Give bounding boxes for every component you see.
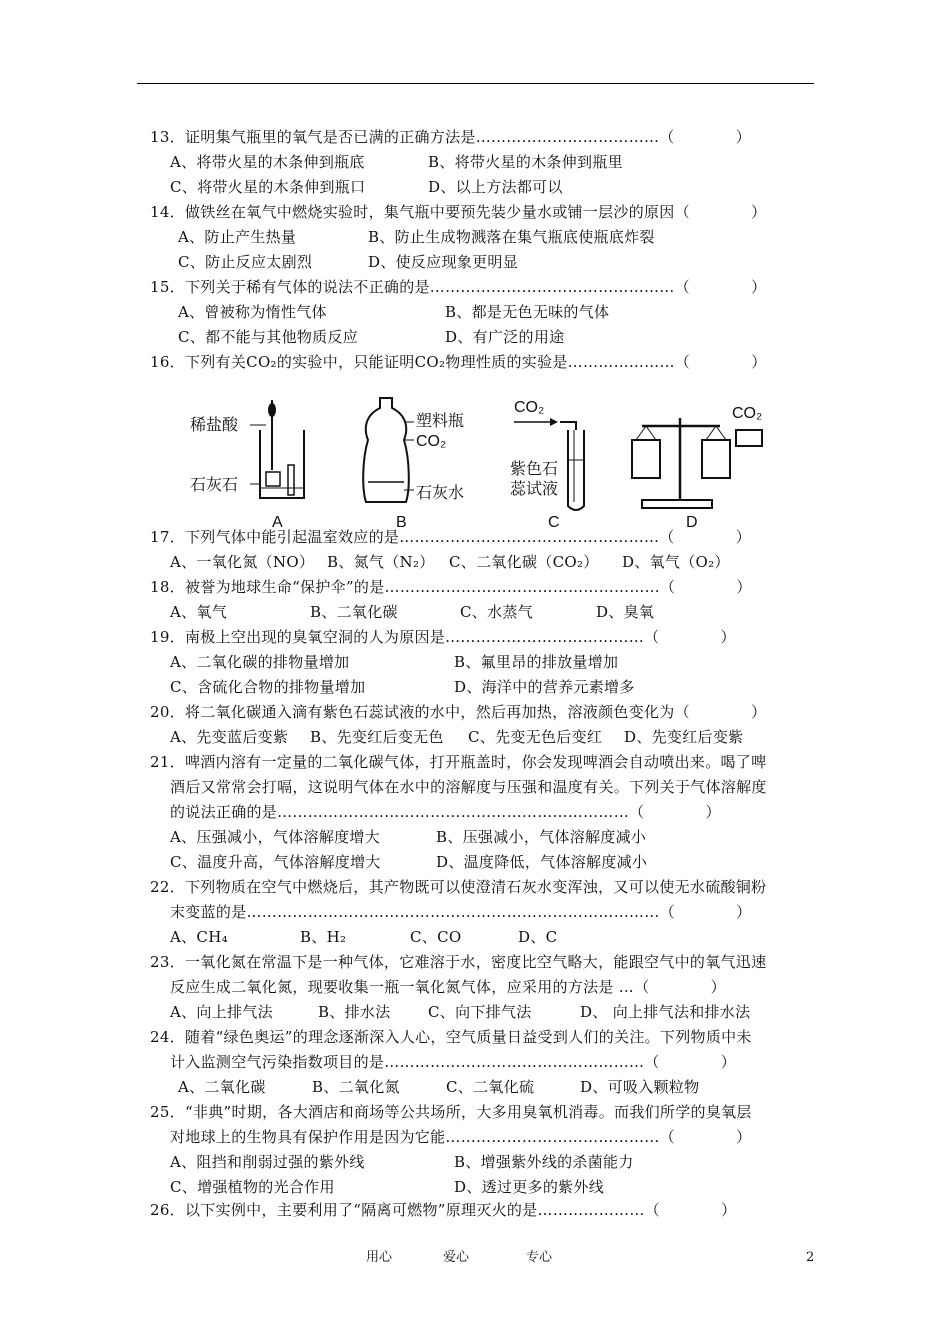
co2-experiments-figure xyxy=(180,390,780,530)
label-litmus-1: 紫色石 xyxy=(510,461,559,478)
option-d: D、 向上排气法和排水法 xyxy=(580,1003,751,1021)
footer-right: 专心 xyxy=(526,1250,553,1265)
option-d: D、先变红后变紫 xyxy=(624,728,744,746)
question-20-stem: 20．将二氧化碳通入滴有紫色石蕊试液的水中，然后再加热，溶液颜色变化为（ ） xyxy=(150,703,767,721)
question-21-stem-cont-2: 的说法正确的是……………………………………………………………（ ） xyxy=(170,803,721,821)
question-15-stem: 15．下列关于稀有气体的说法不正确的是…………………………………………（ ） xyxy=(150,278,767,296)
option-c: C、将带火星的木条伸到瓶口 xyxy=(170,178,366,196)
question-24-stem-cont-1: 计入监测空气污染指数项目的是……………………………………………（ ） xyxy=(170,1053,737,1071)
option-b: B、氟里昂的排放量增加 xyxy=(454,653,619,671)
label-a: A xyxy=(272,514,283,530)
question-23-stem-cont-1: 反应生成二氧化氮，现要收集一瓶一氧化氮气体，应采用的方法是 …（ ） xyxy=(170,978,726,996)
option-a: A、将带火星的木条伸到瓶底 xyxy=(170,153,365,171)
label-litmus-2: 蕊试液 xyxy=(510,481,559,498)
option-d: D、海洋中的营养元素增多 xyxy=(454,678,635,696)
option-a: A、曾被称为惰性气体 xyxy=(178,303,327,321)
option-b: B、H₂ xyxy=(300,928,347,946)
experiment-d-diagram xyxy=(632,405,762,530)
option-c: C、温度升高，气体溶解度增大 xyxy=(170,853,381,871)
question-17-stem: 17．下列气体中能引起温室效应的是……………………………………………（ ） xyxy=(150,528,752,546)
question-14-stem: 14．做铁丝在氧气中燃烧实验时，集气瓶中要预先装少量水或铺一层沙的原因（ ） xyxy=(150,203,767,221)
option-a: A、先变蓝后变紫 xyxy=(170,728,289,746)
question-21-stem: 21．啤酒内溶有一定量的二氧化碳气体，打开瓶盖时，你会发现啤酒会自动喷出来。喝了啤 xyxy=(150,753,767,771)
option-b: B、二氧化碳 xyxy=(310,603,398,621)
label-c-co2: CO₂ xyxy=(514,399,545,416)
option-c: C、水蒸气 xyxy=(460,603,533,621)
option-d: D、臭氧 xyxy=(596,603,655,621)
experiment-b-diagram xyxy=(363,398,464,530)
question-23-stem: 23．一氧化氮在常温下是一种气体，它难溶于水，密度比空气略大，能跟空气中的氧气迅速 xyxy=(150,953,767,971)
question-25-stem: 25．“非典”时期，各大酒店和商场等公共场所，大多用臭氧机消毒。而我们所学的臭氧层 xyxy=(150,1103,752,1121)
question-21-stem-cont-1: 酒后又常常会打嗝，这说明气体在水中的溶解度与压强和温度有关。下列关于气体溶解度 xyxy=(170,778,767,796)
option-b: B、增强紫外线的杀菌能力 xyxy=(454,1153,634,1171)
question-13-stem: 13．证明集气瓶里的氧气是否已满的正确方法是………………………………（ ） xyxy=(150,128,752,146)
option-a: A、二氧化碳 xyxy=(178,1078,266,1096)
question-22-stem: 22．下列物质在空气中燃烧后，其产物既可以使澄清石灰水变浑浊，又可以使无水硫酸铜粉 xyxy=(150,878,767,896)
option-b: B、防止生成物溅落在集气瓶底使瓶底炸裂 xyxy=(368,228,655,246)
option-d: D、使反应现象更明显 xyxy=(368,253,519,271)
option-a: A、向上排气法 xyxy=(170,1003,273,1021)
experiment-c-diagram xyxy=(510,399,584,530)
option-c: C、含硫化合物的排物量增加 xyxy=(170,678,366,696)
option-b: B、都是无色无味的气体 xyxy=(445,303,610,321)
option-d: D、透过更多的紫外线 xyxy=(454,1178,605,1196)
experiment-a-diagram xyxy=(190,400,304,530)
label-d-co2: CO₂ xyxy=(732,405,763,422)
question-18-stem: 18．被誉为地球生命“保护伞”的是………………………………………………（ ） xyxy=(150,578,752,596)
option-a: A、防止产生热量 xyxy=(178,228,297,246)
option-b: B、将带火星的木条伸到瓶里 xyxy=(428,153,623,171)
option-a: A、压强减小，气体溶解度增大 xyxy=(170,828,381,846)
label-d: D xyxy=(686,514,698,530)
option-d: D、可吸入颗粒物 xyxy=(580,1078,700,1096)
option-d: D、氧气（O₂） xyxy=(622,553,730,571)
option-c: C、都不能与其他物质反应 xyxy=(178,328,359,346)
question-26-stem: 26．以下实例中，主要利用了“隔离可燃物”原理灭火的是…………………（ ） xyxy=(150,1201,737,1219)
option-d: D、温度降低，气体溶解度减小 xyxy=(436,853,648,871)
option-c: C、二氧化硫 xyxy=(446,1078,535,1096)
option-a: A、氧气 xyxy=(170,603,228,621)
label-plastic-bottle: 塑料瓶 xyxy=(416,413,465,430)
option-b: B、排水法 xyxy=(318,1003,391,1021)
label-limestone: 石灰石 xyxy=(190,477,239,494)
option-b: B、氮气（N₂） xyxy=(327,553,435,571)
label-b-co2: CO₂ xyxy=(416,433,447,450)
page-number: 2 xyxy=(806,1250,815,1265)
option-c: C、向下排气法 xyxy=(428,1003,532,1021)
question-25-stem-cont-1: 对地球上的生物具有保护作用是因为它能……………………………………（ ） xyxy=(170,1128,752,1146)
label-b: B xyxy=(396,514,407,530)
option-b: B、压强减小，气体溶解度减小 xyxy=(436,828,647,846)
option-a: A、阻挡和削弱过强的紫外线 xyxy=(170,1153,365,1171)
option-a: A、一氧化氮（NO） xyxy=(170,553,315,571)
question-24-stem: 24．随着“绿色奥运”的理念逐渐深入人心，空气质量日益受到人们的关注。下列物质中未 xyxy=(150,1028,752,1046)
option-d: D、有广泛的用途 xyxy=(445,328,565,346)
footer-left: 用心 xyxy=(366,1250,393,1265)
question-22-stem-cont-1: 末变蓝的是………………………………………………………………………（ ） xyxy=(170,903,752,921)
option-b: B、先变红后变无色 xyxy=(310,728,444,746)
option-c: C、二氧化碳（CO₂） xyxy=(449,553,599,571)
option-a: A、二氧化碳的排物量增加 xyxy=(170,653,350,671)
footer-mid: 爱心 xyxy=(443,1250,470,1265)
option-a: A、CH₄ xyxy=(170,928,228,946)
header-rule xyxy=(137,83,814,84)
option-c: C、增强植物的光合作用 xyxy=(170,1178,335,1196)
label-dilute-hcl: 稀盐酸 xyxy=(190,417,239,434)
option-c: C、CO xyxy=(410,928,462,946)
option-d: D、C xyxy=(518,928,558,946)
option-d: D、以上方法都可以 xyxy=(428,178,563,196)
option-c: C、防止反应太剧烈 xyxy=(178,253,313,271)
option-b: B、二氧化氮 xyxy=(312,1078,400,1096)
option-c: C、先变无色后变红 xyxy=(468,728,603,746)
question-19-stem: 19．南极上空出现的臭氧空洞的人为原因是…………………………………（ ） xyxy=(150,628,736,646)
question-16-stem: 16．下列有关CO₂的实验中，只能证明CO₂物理性质的实验是…………………（ ） xyxy=(150,353,767,371)
label-c: C xyxy=(548,514,560,530)
label-limewater: 石灰水 xyxy=(416,485,465,502)
